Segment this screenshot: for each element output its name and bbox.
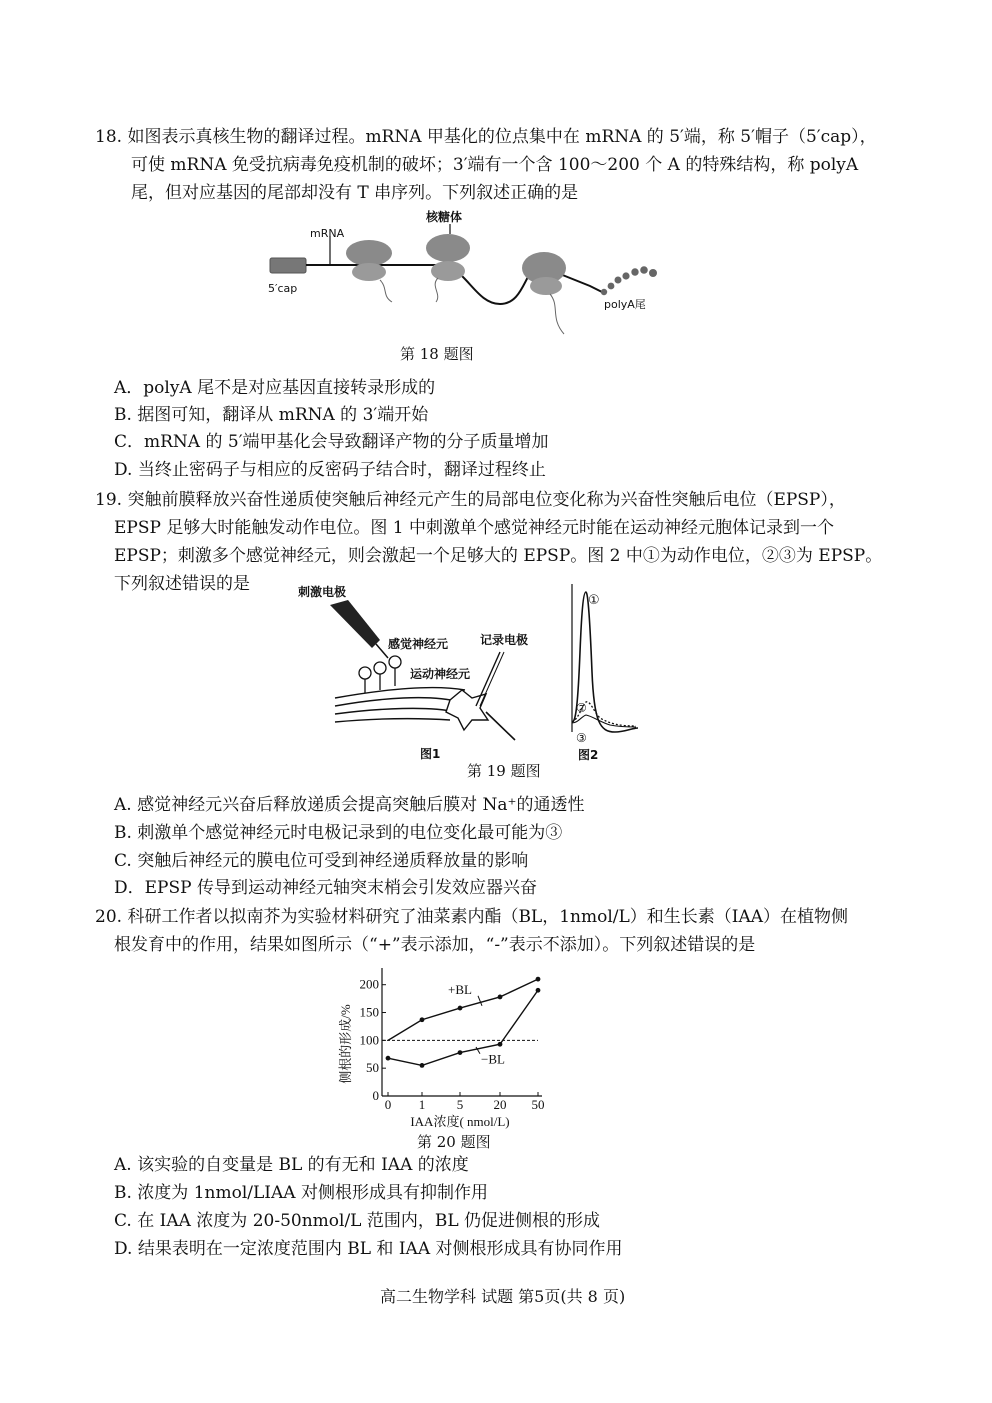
translation-figure xyxy=(260,206,670,346)
fig2-label: 图2 xyxy=(578,748,599,762)
series-label: −BL xyxy=(481,1051,505,1067)
q18-stem-line-2: 可使 mRNA 免受抗病毒免疫机制的破坏；3′端有一个含 100～200 个 A 的特殊结构，称 polyA xyxy=(131,155,859,175)
stim-electrode xyxy=(330,600,380,648)
q20-option-c: C. 在 IAA 浓度为 20-50nmol/L 范围内，BL 仍促进侧根的形成 xyxy=(114,1211,601,1231)
q18-stem-line-1: 18. 如图表示真核生物的翻译过程。mRNA 甲基化的位点集中在 mRNA 的 5′端，称 5′帽子（5′cap）， xyxy=(95,127,877,147)
sensory-neuron-label: 感觉神经元 xyxy=(388,637,449,651)
q19-stem-line-3: EPSP；刺激多个感觉神经元，则会激起一个足够大的 EPSP。图 2 中①为动作电位，②③为 EPSP。 xyxy=(114,546,883,566)
motor-neuron-label: 运动神经元 xyxy=(410,667,471,681)
ribosome-2 xyxy=(426,224,470,302)
page-footer: 高二生物学科 试题 第5页(共 8 页) xyxy=(380,1287,626,1306)
y-axis-label: 侧根的形成/% xyxy=(338,1004,353,1084)
record-electrode-label: 记录电极 xyxy=(480,633,529,647)
polya-label: polyA尾 xyxy=(604,298,646,311)
cap-box xyxy=(270,258,306,273)
q19-option-b: B. 刺激单个感觉神经元时电极记录到的电位变化最可能为③ xyxy=(114,823,563,843)
marker-1: ① xyxy=(588,593,600,608)
q18-option-a: A．polyA 尾不是对应基因直接转录形成的 xyxy=(114,378,436,398)
ribosome-1 xyxy=(346,240,392,302)
series-label-leader xyxy=(478,996,482,1006)
series-label: +BL xyxy=(448,982,472,998)
q20-stem-line-2: 根发育中的作用，结果如图所示（“+”表示添加，“-”表示不添加）。下列叙述错误的是 xyxy=(114,935,756,955)
q19-stem-line-1: 19. 突触前膜释放兴奋性递质使突触后神经元产生的局部电位变化称为兴奋性突触后电位（EPSP）， xyxy=(95,490,846,510)
q20-stem-line-1: 20. 科研工作者以拟南芥为实验材料研究了油菜素内酯（BL，1nmol/L）和生长素（IAA）在植物侧 xyxy=(95,907,849,927)
polya-tail xyxy=(601,266,657,295)
data-point xyxy=(536,988,541,993)
y-tick-label: 50 xyxy=(366,1060,379,1076)
fig1-label: 图1 xyxy=(420,747,441,761)
data-point xyxy=(420,1063,425,1068)
data-point xyxy=(420,1017,425,1022)
q19-option-c: C. 突触后神经元的膜电位可受到神经递质释放量的影响 xyxy=(114,851,529,871)
mrna-label: mRNA xyxy=(310,227,345,240)
neuron-figure-1 xyxy=(290,580,540,765)
marker-2: ② xyxy=(576,701,587,715)
ribosome-label: 核糖体 xyxy=(426,210,463,224)
x-tick-label: 50 xyxy=(531,1097,545,1112)
marker-3: ③ xyxy=(576,731,587,745)
q19-stem-line-2: EPSP 足够大时能触发动作电位。图 1 中刺激单个感觉神经元时能在运动神经元胞体记录到一个 xyxy=(114,518,834,538)
q20-option-b: B. 浓度为 1nmol/LIAA 对侧根形成具有抑制作用 xyxy=(114,1183,488,1203)
data-point xyxy=(386,1056,391,1061)
q18-caption: 第 18 题图 xyxy=(400,345,474,363)
q19-stem-line-4: 下列叙述错误的是 xyxy=(114,574,250,594)
x-tick-label: 20 xyxy=(493,1097,507,1112)
q18-stem-line-3: 尾，但对应基因的尾部却没有 T 串序列。下列叙述正确的是 xyxy=(131,183,579,203)
data-point xyxy=(498,995,503,1000)
q18-option-c: C．mRNA 的 5′端甲基化会导致翻译产物的分子质量增加 xyxy=(114,432,549,452)
x-tick-label: 5 xyxy=(456,1097,464,1112)
data-point xyxy=(458,1050,463,1055)
y-tick-label: 100 xyxy=(359,1032,379,1048)
sensory-neurons xyxy=(359,656,401,693)
q18-option-d: D. 当终止密码子与相应的反密码子结合时，翻译过程终止 xyxy=(114,460,546,480)
q20-option-a: A. 该实验的自变量是 BL 的有无和 IAA 的浓度 xyxy=(114,1155,469,1175)
cap-label: 5′cap xyxy=(268,282,298,295)
data-point xyxy=(536,977,541,982)
q18-option-b: B. 据图可知，翻译从 mRNA 的 3′端开始 xyxy=(114,405,429,425)
q19-option-d: D．EPSP 传导到运动神经元轴突末梢会引发效应器兴奋 xyxy=(114,878,537,898)
q20-caption: 第 20 题图 xyxy=(417,1133,491,1151)
lateral-root-chart xyxy=(330,962,560,1132)
potential-figure-2 xyxy=(560,582,650,765)
data-point xyxy=(498,1042,503,1047)
series-line xyxy=(388,990,538,1065)
x-tick-label: 0 xyxy=(384,1097,392,1112)
record-electrode xyxy=(476,652,500,706)
epsp-3-curve xyxy=(572,715,636,727)
stim-electrode-label: 刺激电极 xyxy=(298,585,347,599)
x-axis-label: IAA浓度( nmol/L) xyxy=(410,1114,510,1129)
q19-option-a: A. 感觉神经元兴奋后释放递质会提高突触后膜对 Na⁺的通透性 xyxy=(114,795,585,815)
y-tick-label: 200 xyxy=(359,976,379,992)
data-point xyxy=(458,1006,463,1011)
y-tick-label: 150 xyxy=(359,1004,379,1020)
q20-option-d: D. 结果表明在一定浓度范围内 BL 和 IAA 对侧根形成具有协同作用 xyxy=(114,1239,623,1259)
motor-neuron-soma xyxy=(446,690,488,730)
y-tick-label: 0 xyxy=(372,1088,379,1103)
x-tick-label: 1 xyxy=(418,1097,426,1112)
q19-caption: 第 19 题图 xyxy=(467,762,541,780)
ribosome-3 xyxy=(522,252,566,334)
